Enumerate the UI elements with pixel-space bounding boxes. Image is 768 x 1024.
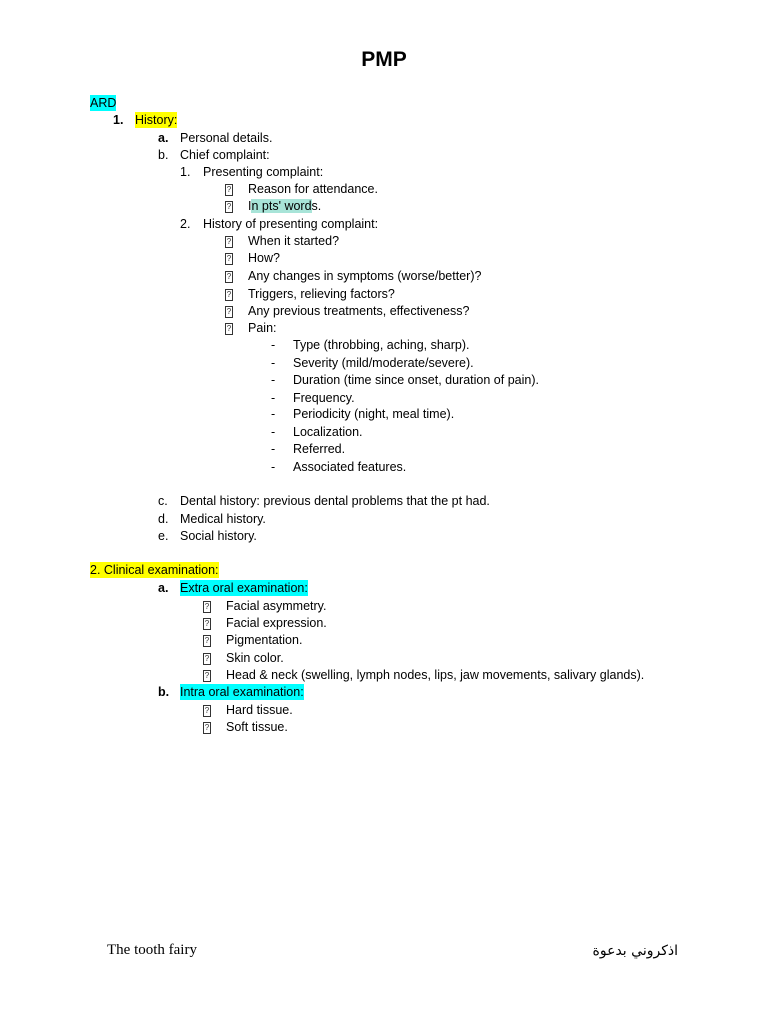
- list-item: Reason for attendance.: [248, 182, 378, 196]
- list-item: When it started?: [248, 234, 340, 248]
- chief-complaint: Chief complaint:: [180, 148, 270, 162]
- item-text-end: s.: [311, 199, 322, 213]
- history-b-letter: b.: [158, 148, 169, 162]
- history-e-letter: e.: [158, 529, 169, 543]
- list-item: Referred.: [293, 442, 346, 456]
- history-a-letter: a.: [158, 131, 169, 145]
- footer-left-text: The tooth fairy: [107, 942, 197, 958]
- bullet-box-icon: [225, 305, 233, 323]
- clinical-a-letter: a.: [158, 581, 169, 595]
- dash-bullet: -: [271, 460, 276, 474]
- list-item: Severity (mild/moderate/severe).: [293, 356, 474, 370]
- list-item-pts-words: [248, 198, 321, 214]
- list-item-pain: Pain:: [248, 321, 277, 335]
- page-title: PMP: [361, 48, 407, 71]
- medical-history: Medical history.: [180, 512, 266, 526]
- bullet-box-icon: [225, 235, 233, 253]
- dash-bullet: -: [271, 442, 276, 456]
- history-number: 1.: [113, 113, 124, 127]
- highlighted-text: n pts' word: [251, 199, 312, 213]
- clinical-examination-heading: 2. Clinical examination:: [90, 563, 219, 577]
- dash-bullet: -: [271, 391, 276, 405]
- history-presenting-complaint: History of presenting complaint:: [203, 217, 379, 231]
- presenting-number: 1.: [180, 165, 191, 179]
- dash-bullet: -: [271, 373, 276, 387]
- list-item: Skin color.: [226, 651, 284, 665]
- bullet-box-icon: [225, 183, 233, 201]
- list-item: Any previous treatments, effectiveness?: [248, 304, 470, 318]
- history-heading: History:: [135, 113, 178, 127]
- item-text-start: I: [248, 199, 252, 213]
- bullet-box-icon: [203, 600, 211, 618]
- hpc-number: 2.: [180, 217, 191, 231]
- dash-bullet: -: [271, 338, 276, 352]
- bullet-box-icon: [225, 270, 233, 288]
- history-d-letter: d.: [158, 512, 169, 526]
- ard-label: ARD: [90, 96, 117, 110]
- list-item: Duration (time since onset, duration of pain).: [293, 373, 539, 387]
- personal-details: Personal details.: [180, 131, 273, 145]
- list-item: Localization.: [293, 425, 363, 439]
- dash-bullet: -: [271, 407, 276, 421]
- intra-oral-heading: Intra oral examination:: [180, 685, 304, 699]
- social-history: Social history.: [180, 529, 257, 543]
- dash-bullet: -: [271, 425, 276, 439]
- clinical-b-letter: b.: [158, 685, 170, 699]
- history-c-letter: c.: [158, 494, 168, 508]
- list-item: Frequency.: [293, 391, 355, 405]
- list-item: Associated features.: [293, 460, 407, 474]
- list-item: Any changes in symptoms (worse/better)?: [248, 269, 482, 283]
- dental-history: Dental history: previous dental problems that the pt had.: [180, 494, 490, 508]
- bullet-box-icon: [225, 322, 233, 340]
- list-item: Head & neck (swelling, lymph nodes, lips, jaw movements, salivary glands).: [226, 668, 645, 682]
- bullet-box-icon: [203, 704, 211, 722]
- bullet-box-icon: [225, 288, 233, 306]
- list-item: Triggers, relieving factors?: [248, 287, 395, 301]
- list-item: How?: [248, 251, 280, 265]
- list-item: Periodicity (night, meal time).: [293, 407, 455, 421]
- list-item: Hard tissue.: [226, 703, 293, 717]
- bullet-box-icon: [225, 252, 233, 270]
- list-item: Facial expression.: [226, 616, 327, 630]
- extra-oral-heading: Extra oral examination:: [180, 581, 308, 595]
- bullet-box-icon: [203, 721, 211, 739]
- list-item: Soft tissue.: [226, 720, 288, 734]
- dash-bullet: -: [271, 356, 276, 370]
- bullet-box-icon: [203, 634, 211, 652]
- footer-right-text: اذكروني بدعوة: [592, 943, 678, 959]
- list-item: Type (throbbing, aching, sharp).: [293, 338, 470, 352]
- list-item: Pigmentation.: [226, 633, 303, 647]
- bullet-box-icon: [203, 652, 211, 670]
- presenting-complaint: Presenting complaint:: [203, 165, 324, 179]
- bullet-box-icon: [203, 617, 211, 635]
- list-item: Facial asymmetry.: [226, 599, 327, 613]
